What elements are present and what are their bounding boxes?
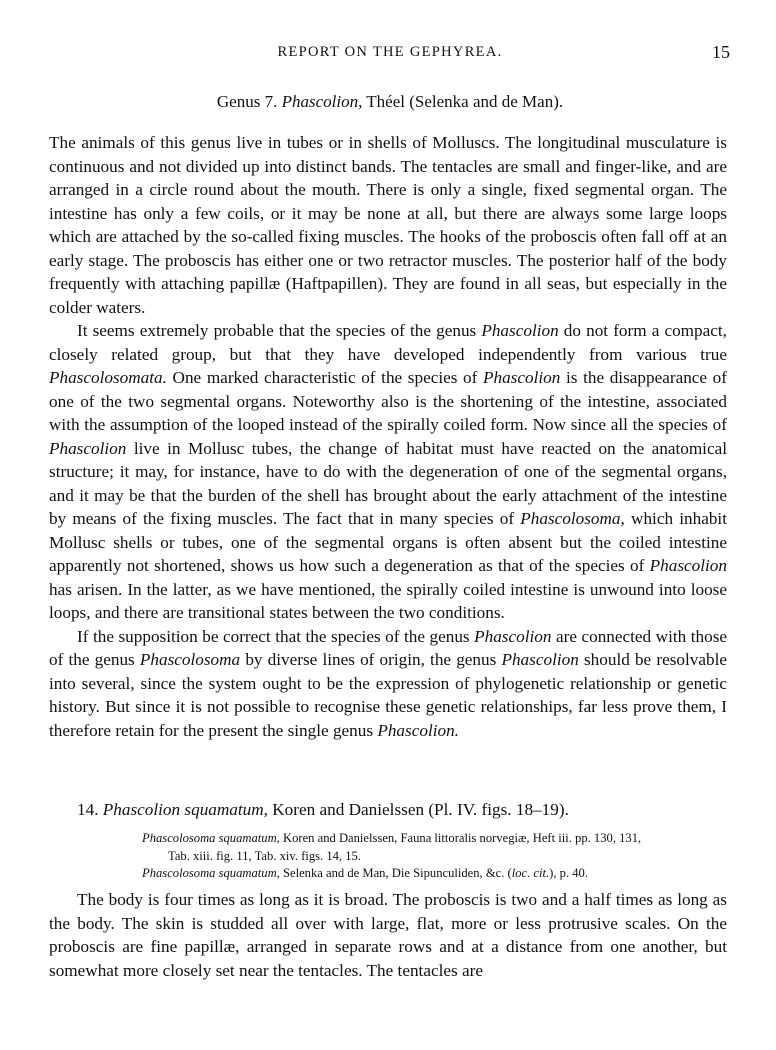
taxon-name: Phascolion — [481, 321, 559, 340]
paragraph-text: by diverse lines of origin, the genus — [240, 650, 502, 669]
species-authority: Koren and Danielssen (Pl. IV. figs. 18–19). — [272, 800, 569, 819]
page-number: 15 — [712, 42, 730, 62]
paragraph-text: It seems extremely probable that the species of the genus — [77, 321, 482, 340]
taxon-name: Phascolosomata. — [49, 368, 167, 387]
paragraph-text: are connected with those of the genus — [49, 626, 728, 669]
paragraph-text: do not form a compact, closely related group, but that they have developed independently from various true — [49, 321, 727, 364]
taxon-name: Phascolion — [501, 650, 579, 669]
taxon-name: Phascolion — [649, 556, 727, 575]
species-number: 14. — [77, 800, 99, 819]
species-heading — [77, 800, 727, 820]
synonymy-list — [142, 830, 732, 883]
paragraph-species-body — [49, 888, 727, 982]
taxon-name: Phascolion — [474, 626, 552, 646]
synonym-reference: Selenka and de Man, Die Sipunculiden, &c. ( — [283, 866, 512, 880]
species-name: Phascolion squamatum, — [102, 800, 268, 819]
genus-name: Phascolion, — [281, 92, 363, 111]
synonym-name: Phascolosoma squamatum, — [142, 866, 280, 880]
genus-authors: Théel (Selenka and de Man). — [366, 92, 564, 111]
taxon-name: Phascolosoma — [139, 650, 241, 669]
synonym-loc-cit: loc. cit. — [511, 866, 550, 880]
taxon-name: Phascolion. — [377, 720, 459, 740]
paragraph-text: is the disappearance of one of the two segmental organs. Noteworthy also is the shortening of the intestine, associated with the assumption of the looped instead of the spirally coiled form. Now since all the species of — [49, 368, 727, 434]
species-description — [49, 888, 727, 982]
paragraph-text: If the supposition be correct that the species of the genus — [77, 626, 475, 646]
paragraph-text: live in Mollusc tubes, the change of habitat must have reacted on the anatomical structure; it may, for instance, have to do with the degeneration of one of the segmental organs, and it may be that the burden of the shell has brought about the early attachment of the intestine by means of the fixing muscles. The fact that in many species of — [49, 438, 727, 528]
paragraph-phylogeny — [49, 319, 727, 625]
genus-prefix: Genus 7. — [216, 92, 278, 111]
synonym-entry — [142, 830, 732, 848]
paragraph-text: One marked characteristic of the species of — [166, 368, 484, 387]
running-header — [50, 44, 730, 70]
paragraph-text: which inhabit Mollusc shells or tubes, one of the segmental organs is often absent but the coiled intestine apparently not shortened, shows us how such a degeneration as that of the species of — [49, 509, 727, 575]
synonym-entry — [142, 865, 732, 883]
taxon-name: Phascolion — [49, 438, 127, 458]
taxon-name: Phascolosoma, — [520, 509, 625, 528]
synonym-entry-continuation — [142, 848, 732, 866]
genus-heading — [50, 92, 730, 112]
paragraph-supposition — [49, 625, 727, 743]
paragraph-text: The body is four times as long as it is broad. The proboscis is two and a half times as long as the body. The skin is studded all over with large, flat, more or less protrusive scales. On the proboscis are fine papillæ, arranged in separate rows and at a distance from one another, but somewhat more closely set near the tentacles. The tentacles are — [49, 890, 727, 980]
paragraph-text: has arisen. In the latter, as we have mentioned, the spirally coiled intestine is unwound into loose loops, and there are transitional states between the two conditions. — [49, 579, 727, 622]
genus-description — [49, 131, 727, 742]
taxon-name: Phascolion — [483, 368, 561, 387]
synonym-reference: Tab. xiii. fig. 11, Tab. xiv. figs. 14, 15. — [168, 848, 361, 863]
synonym-name: Phascolosoma squamatum, — [142, 831, 280, 845]
paragraph-text: The animals of this genus live in tubes or in shells of Molluscs. The longitudinal musculature is continuous and not divided up into distinct bands. The tentacles are small and finger-like, and are arranged in a circle round about the mouth. There is only a single, fixed segmental organ. The intestine has only a few coils, or it may be none at all, but there are always some large loops which are attached by the so-called fixing muscles. The hooks of the proboscis often fall off at an early stage. The proboscis has either one or two retractor muscles. The posterior half of the body frequently with attaching papillæ (Haftpapillen). They are found in all seas, but especially in the colder waters. — [49, 133, 727, 317]
synonym-reference: Koren and Danielssen, Fauna littoralis norvegiæ, Heft iii. pp. 130, 131, — [283, 831, 642, 845]
synonym-reference: ), p. 40. — [549, 866, 588, 880]
paragraph-genus-characters — [49, 131, 727, 319]
running-title: REPORT ON THE GEPHYREA. — [277, 44, 503, 60]
paragraph-text: should be resolvable into several, since the system ought to be the expression of phylogenetic relationship or genetic history. But since it is not possible to recognise these genetic relationships, far less prove them, I therefore retain for the present the single genus — [49, 650, 727, 740]
